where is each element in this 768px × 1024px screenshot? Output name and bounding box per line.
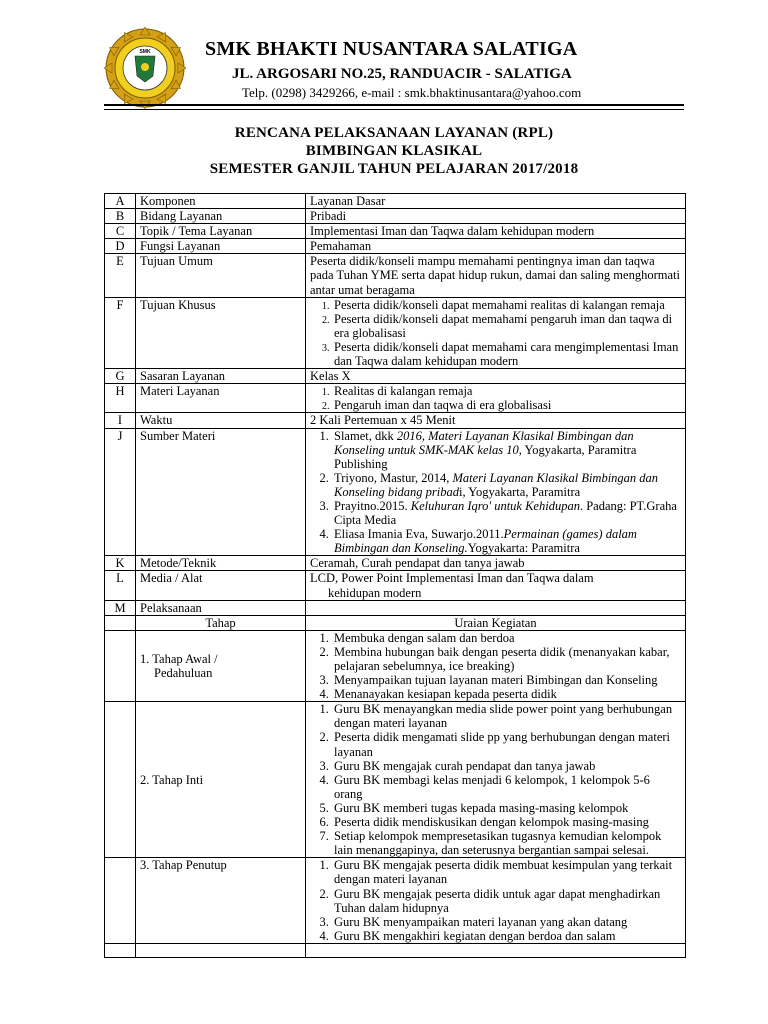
row-value: Pemahaman [306, 239, 686, 254]
school-contact: Telp. (0298) 3429266, e-mail : smk.bhaktinusantara@yahoo.com [242, 85, 582, 100]
table-row [105, 600, 686, 615]
letterhead-divider [104, 104, 684, 106]
list-item: 4. Guru BK mengakhiri kegiatan dengan berdoa dan salam [332, 929, 681, 943]
row-value: Pribadi [306, 209, 686, 224]
table-row [105, 702, 686, 858]
table-row-empty [105, 943, 686, 957]
table-row [105, 858, 686, 944]
row-code: F [105, 297, 136, 368]
list-item: 3. Guru BK menyampaikan materi layanan yang akan datang [332, 915, 681, 929]
row-code: A [105, 194, 136, 209]
row-label: Media / Alat [136, 571, 306, 600]
list-item: 4. Menanayakan kesiapan kepada peserta didik [332, 687, 681, 701]
stage-awal-activities [306, 630, 686, 701]
school-logo [104, 27, 186, 109]
list-item: 2. Peserta didik mengamati slide pp yang berhubungan dengan materi layanan [332, 730, 681, 758]
row-value [306, 384, 686, 413]
document-title [104, 124, 684, 178]
row-code: M [105, 600, 136, 615]
table-row [105, 571, 686, 600]
table-row [105, 224, 686, 239]
sumber-list [310, 429, 681, 556]
pelaksanaan-header [105, 615, 686, 630]
media-line-2: kehidupan modern [328, 585, 422, 600]
row-label: Waktu [136, 413, 306, 428]
table-row [105, 254, 686, 297]
stage-inti: 2. Tahap Inti [136, 702, 306, 858]
row-value: 2 Kali Pertemuan x 45 Menit [306, 413, 686, 428]
table-row [105, 194, 686, 209]
list-item: 2. Triyono, Mastur, 2014, Materi Layanan Klasikal Bimbingan dan Konseling bidang pribadi, Yogyakarta, Paramitra [332, 471, 681, 499]
table-row [105, 384, 686, 413]
list-item: 6. Peserta didik mendiskusikan dengan kelompok masing-masing [332, 815, 681, 829]
title-line-2: BIMBINGAN KLASIKAL [305, 143, 483, 159]
row-label: Topik / Tema Layanan [136, 224, 306, 239]
stage-penutup-activities [306, 858, 686, 944]
col-tahap: Tahap [136, 615, 306, 630]
row-value: Implementasi Iman dan Taqwa dalam kehidupan modern [306, 224, 686, 239]
title-line-1: RENCANA PELAKSANAAN LAYANAN (RPL) [234, 125, 554, 141]
row-code: K [105, 556, 136, 571]
row-code: E [105, 254, 136, 297]
row-value [306, 428, 686, 556]
list-item: 4. Guru BK membagi kelas menjadi 6 kelompok, 1 kelompok 5-6 orang [332, 773, 681, 801]
row-value [306, 571, 686, 600]
media-line-1: LCD, Power Point Implementasi Iman dan Taqwa dalam [310, 571, 594, 586]
row-code: B [105, 209, 136, 224]
tujuan-khusus-list [310, 298, 681, 368]
list-item: 2. Guru BK mengajak peserta didik untuk agar dapat menghadirkan Tuhan dalam hidupnya [332, 887, 681, 915]
row-value: Layanan Dasar [306, 194, 686, 209]
list-item: 3. Guru BK mengajak curah pendapat dan tanya jawab [332, 759, 681, 773]
list-item: 5. Guru BK memberi tugas kepada masing-masing kelompok [332, 801, 681, 815]
row-code: L [105, 571, 136, 600]
list-item: 1. Membuka dengan salam dan berdoa [332, 631, 681, 645]
row-value: Kelas X [306, 369, 686, 384]
row-code: H [105, 384, 136, 413]
list-item: 1. Slamet, dkk 2016, Materi Layanan Klasikal Bimbingan dan Konseling untuk SMK-MAK kelas 10, Yogyakarta, Paramitra Publishing [332, 429, 681, 471]
table-row [105, 630, 686, 701]
row-value: Peserta didik/konseli mampu memahami pentingnya iman dan taqwa pada Tuhan YME serta dapat hidup rukun, damai dan saling menghormati antar umat beragama [306, 254, 686, 297]
school-name: SMK BHAKTI NUSANTARA SALATIGA [205, 38, 578, 60]
row-label: Tujuan Umum [136, 254, 306, 297]
row-code: D [105, 239, 136, 254]
table-row [105, 209, 686, 224]
svg-text:SMK: SMK [139, 49, 151, 55]
list-item: 3. Peserta didik/konseli dapat memahami cara mengimplementasi Iman dan Taqwa dalam kehidupan modern [332, 340, 681, 368]
table-row [105, 297, 686, 368]
table-row [105, 428, 686, 556]
row-value [306, 297, 686, 368]
row-value [306, 600, 686, 615]
list-item: 2. Peserta didik/konseli dapat memahami pengaruh iman dan taqwa di era globalisasi [332, 312, 681, 340]
row-code: G [105, 369, 136, 384]
stage-inti-activities [306, 702, 686, 858]
materi-list [310, 384, 681, 412]
letterhead-divider-thin [104, 109, 684, 110]
list-item: 1. Guru BK menayangkan media slide power point yang berhubungan dengan materi layanan [332, 702, 681, 730]
table-row [105, 413, 686, 428]
list-item: 1. Guru BK mengajak peserta didik membuat kesimpulan yang terkait dengan materi layanan [332, 858, 681, 886]
list-item: 2. Pengaruh iman dan taqwa di era globalisasi [332, 398, 681, 412]
row-label: Pelaksanaan [136, 600, 306, 615]
list-item: 3. Prayitno.2015. Keluhuran Iqro' untuk Kehidupan. Padang: PT.Graha Cipta Media [332, 499, 681, 527]
row-label: Bidang Layanan [136, 209, 306, 224]
row-label: Fungsi Layanan [136, 239, 306, 254]
title-line-3: SEMESTER GANJIL TAHUN PELAJARAN 2017/2018 [209, 161, 579, 177]
table-row [105, 556, 686, 571]
row-label: Materi Layanan [136, 384, 306, 413]
list-item: 3. Menyampaikan tujuan layanan materi Bimbingan dan Konseling [332, 673, 681, 687]
stage-penutup: 3. Tahap Penutup [136, 858, 306, 944]
rpl-table [104, 193, 686, 958]
list-item: 7. Setiap kelompok mempresetasikan tugasnya kemudian kelompok lain menanggapinya, dan seterusnya bergantian sampai selesai. [332, 829, 681, 857]
row-label: Sasaran Layanan [136, 369, 306, 384]
row-code: J [105, 428, 136, 556]
table-row [105, 239, 686, 254]
table-row [105, 369, 686, 384]
list-item: 4. Eliasa Imania Eva, Suwarjo.2011.Permainan (games) dalam Bimbingan dan Konseling.Yogyakarta: Paramitra [332, 527, 681, 555]
row-code: I [105, 413, 136, 428]
row-label: Tujuan Khusus [136, 297, 306, 368]
school-address: JL. ARGOSARI NO.25, RANDUACIR - SALATIGA [232, 66, 572, 82]
row-label: Sumber Materi [136, 428, 306, 556]
stage-awal: 1. Tahap Awal / Pedahuluan [136, 630, 306, 701]
list-item: 1. Peserta didik/konseli dapat memahami realitas di kalangan remaja [332, 298, 681, 312]
list-item: 1. Realitas di kalangan remaja [332, 384, 681, 398]
list-item: 2. Membina hubungan baik dengan peserta didik (menanyakan kabar, pelajaran sebelumnya, ice breaking) [332, 645, 681, 673]
row-code: C [105, 224, 136, 239]
row-label: Komponen [136, 194, 306, 209]
row-label: Metode/Teknik [136, 556, 306, 571]
row-value: Ceramah, Curah pendapat dan tanya jawab [306, 556, 686, 571]
col-uraian: Uraian Kegiatan [306, 615, 686, 630]
